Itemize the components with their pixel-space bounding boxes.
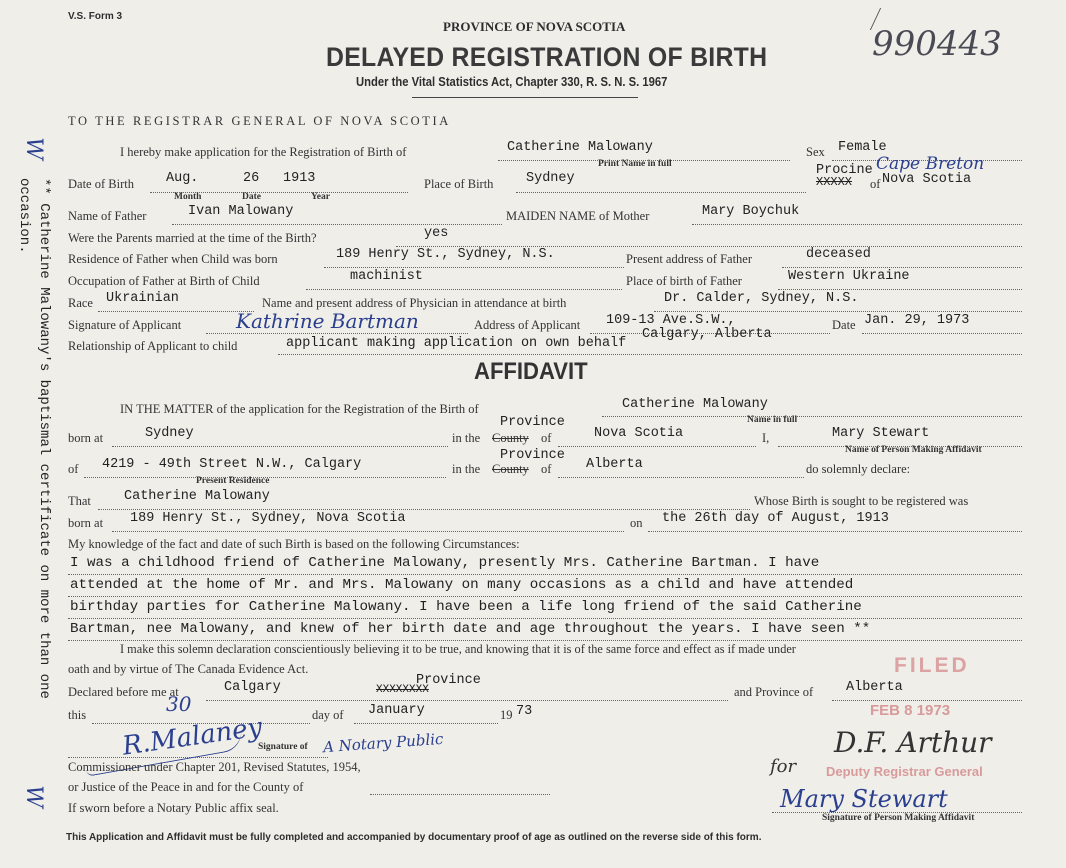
this-label: this [68, 708, 87, 722]
registrar-title-stamp: Deputy Registrar General [826, 764, 983, 779]
relationship-line [278, 354, 1022, 355]
physician-label: Name and present address of Physician in attendance at birth [262, 296, 567, 310]
race-label: Race [68, 296, 93, 310]
name-full-note: Name in full [747, 415, 798, 425]
county-handwritten: Cape Breton [876, 154, 985, 174]
circ-line-2 [68, 596, 1022, 597]
province-heading: PROVINCE OF NOVA SCOTIA [443, 19, 626, 34]
matter-name: Catherine Malowany [622, 397, 768, 412]
born-at-line [112, 446, 448, 447]
circ-line-3 [68, 618, 1022, 619]
dob-day: 26 [243, 171, 260, 186]
signature-label: Signature of Applicant [68, 318, 182, 332]
place-value: Sydney [526, 171, 575, 186]
relationship-label: Relationship of Applicant to child [68, 339, 238, 353]
county-struck: XXXXX [816, 175, 853, 189]
applicant-address-value: 109-13 Ave.S.W., [606, 313, 736, 328]
declared-at-line [206, 700, 728, 701]
commissioner-signature: R.Malaney [120, 712, 265, 762]
year-note: Year [311, 192, 330, 202]
physician-value: Dr. Calder, Sydney, N.S. [664, 291, 859, 306]
father-birthplace-value: Western Ukraine [788, 269, 910, 284]
month-line [354, 723, 498, 724]
registrar-signature: D.F. Arthur [834, 726, 992, 759]
in-the-label-2: in the [452, 462, 481, 476]
deponent-province: Alberta [586, 457, 643, 472]
relationship-value: applicant making application on own behalf [286, 336, 627, 351]
born-at-full: 189 Henry St., Sydney, Nova Scotia [130, 511, 406, 526]
year-suffix: 73 [516, 704, 533, 719]
declared-month: January [368, 703, 425, 718]
of-label-3: of [541, 462, 552, 476]
justice-line: or Justice of the Peace in and for the County of [68, 780, 304, 794]
born-at-label-2: born at [68, 516, 104, 530]
mother-label: MAIDEN NAME of Mother [506, 209, 650, 223]
married-value: yes [424, 226, 449, 241]
residence-value: 189 Henry St., Sydney, N.S. [336, 247, 555, 262]
i-label: I, [762, 431, 770, 445]
child-name: Catherine Malowany [507, 140, 653, 155]
knowledge-label: My knowledge of the fact and date of such Birth is based on the following Circumstances: [68, 537, 520, 551]
occupation-line [306, 289, 622, 290]
born-at-label: born at [68, 431, 104, 445]
whose-birth-label: Whose Birth is sought to be registered was [754, 494, 969, 508]
province-word-1: Province [500, 415, 565, 430]
declared-struck: XXXXXXXX [376, 684, 429, 696]
father-line [172, 224, 502, 225]
footer-note: This Application and Affidavit must be fully completed and accompanied by documentary proof of age as outlined on the reverse side of this form. [66, 832, 762, 843]
filed-date-stamp: FEB 8 1973 [870, 702, 951, 719]
deponent-signature: Mary Stewart [780, 785, 948, 813]
present-address-line [782, 267, 1022, 268]
born-at-value: Sydney [145, 426, 194, 441]
deponent-signature-note: Signature of Person Making Affidavit [822, 813, 975, 823]
in-the-label-1: in the [452, 431, 481, 445]
registration-number: 990443 [872, 24, 1002, 64]
form-subtitle: Under the Vital Statistics Act, Chapter 330, R. S. N. S. 1967 [356, 75, 668, 89]
deponent-note: Name of Person Making Affidavit [845, 445, 982, 455]
declared-province: Alberta [846, 680, 903, 695]
that-name: Catherine Malowany [124, 489, 270, 504]
of-label: of [870, 177, 881, 191]
born-at-full-line [112, 531, 624, 532]
declared-at: Calgary [224, 680, 281, 695]
solemn-declaration-2: oath and by virtue of The Canada Evidence Act. [68, 662, 309, 676]
mother-line [692, 224, 1022, 225]
commissioner-line: Commissioner under Chapter 201, Revised Statutes, 1954, [68, 760, 361, 774]
declared-label: Declared before me at [68, 685, 179, 699]
of-label-2: of [68, 462, 79, 476]
applicant-signature: Kathrine Bartman [236, 309, 419, 333]
matter-line [602, 416, 1022, 417]
and-province-label: and Province of [734, 685, 814, 699]
notary-seal-line: If sworn before a Notary Public affix seal. [68, 801, 279, 815]
that-label: That [68, 494, 91, 508]
residence-label: Residence of Father when Child was born [68, 252, 278, 266]
application-date-line [862, 333, 1022, 334]
circumstance-line-1: I was a childhood friend of Catherine Malowany, presently Mrs. Catherine Bartman. I have [70, 555, 820, 571]
dob-label: Date of Birth [68, 177, 134, 191]
deponent-address: 4219 - 49th Street N.W., Calgary [102, 457, 362, 472]
father-value: Ivan Malowany [188, 204, 294, 219]
notary-handwritten: A Notary Public [322, 729, 444, 757]
deponent-name: Mary Stewart [832, 426, 930, 441]
race-value: Ukrainian [106, 291, 179, 306]
date-note: Date [242, 192, 261, 202]
form-title: DELAYED REGISTRATION OF BIRTH [326, 42, 768, 72]
print-name-note: Print Name in full [598, 159, 672, 169]
circ-line-1 [68, 574, 1022, 575]
that-line [98, 509, 750, 510]
signature-of-note: Signature of [258, 742, 308, 752]
born-date: the 26th day of August, 1913 [662, 511, 889, 526]
father-label: Name of Father [68, 209, 147, 223]
born-province-line [558, 446, 756, 447]
day-number: 30 [166, 692, 192, 716]
father-birthplace-label: Place of birth of Father [626, 274, 742, 288]
form-number: V.S. Form 3 [68, 11, 123, 22]
mother-value: Mary Boychuk [702, 204, 800, 219]
declared-province-word: Province [416, 673, 481, 688]
registrar-prefix: for [770, 756, 797, 777]
place-label: Place of Birth [424, 177, 494, 191]
dob-month: Aug. [166, 171, 199, 186]
day-of-label: day of [312, 708, 344, 722]
born-date-line [648, 531, 1022, 532]
circumstance-line-3: birthday parties for Catherine Malowany. I have been a life long friend of the said Catherine [70, 599, 862, 615]
place-line [516, 192, 806, 193]
circumstance-line-4: Bartman, nee Malowany, and knew of her birth date and age throughout the years. I have seen ** [70, 621, 871, 637]
county-typed: Procine [816, 163, 873, 178]
county-struck-2: County [492, 462, 529, 476]
occupation-label: Occupation of Father at Birth of Child [68, 274, 260, 288]
born-province-value: Nova Scotia [594, 426, 684, 441]
application-date-label: Date [832, 318, 856, 332]
signature-line [206, 333, 468, 334]
application-date-value: Jan. 29, 1973 [864, 313, 970, 328]
declared-province-line [832, 700, 1022, 701]
margin-note: ** Catherine Malowany's baptismal certificate on more than one occasion. [16, 178, 52, 699]
province-word-2: Province [500, 448, 565, 463]
present-address-value: deceased [806, 247, 871, 262]
sex-label: Sex [806, 145, 825, 159]
occupation-value: machinist [350, 269, 423, 284]
physician-line [654, 311, 1022, 312]
father-birthplace-line [778, 289, 1022, 290]
present-address-label: Present address of Father [626, 252, 753, 266]
filed-stamp: FILED [894, 654, 970, 677]
on-label: on [630, 516, 643, 530]
applicant-address-label: Address of Applicant [474, 318, 581, 332]
to-registrar-line: TO THE REGISTRAR GENERAL OF NOVA SCOTIA [68, 114, 451, 128]
apply-label: I hereby make application for the Registration of Birth of [120, 145, 407, 159]
dob-year: 1913 [283, 171, 316, 186]
year-prefix: 19 [500, 708, 513, 722]
month-note: Month [174, 192, 202, 202]
subtitle-rule [412, 97, 638, 98]
married-label: Were the Parents married at the time of the Birth? [68, 231, 317, 245]
margin-mark-top: W [20, 137, 46, 160]
applicant-city-value: Calgary, Alberta [642, 327, 772, 342]
deponent-province-line [558, 477, 804, 478]
declare-label: do solemnly declare: [806, 462, 911, 476]
race-line [98, 311, 254, 312]
affidavit-heading: AFFIDAVIT [474, 358, 588, 385]
circumstance-line-2: attended at the home of Mr. and Mrs. Malowany on many occasions as a child and have attended [70, 577, 854, 593]
of-label-1: of [541, 431, 552, 445]
county-struck-1: County [492, 431, 529, 445]
county-justice-line [370, 794, 550, 795]
matter-label: IN THE MATTER of the application for the Registration of the Birth of [120, 402, 479, 416]
sex-value: Female [838, 140, 887, 155]
circ-line-4 [68, 640, 1022, 641]
province-value: Nova Scotia [882, 172, 972, 187]
present-residence-note: Present Residence [196, 476, 270, 486]
residence-line [324, 267, 624, 268]
margin-mark-bottom: W [20, 785, 46, 808]
solemn-declaration-1: I make this solemn declaration conscientiously believing it to be true, and knowing that it is of the same force and effect as if made under [120, 642, 796, 656]
